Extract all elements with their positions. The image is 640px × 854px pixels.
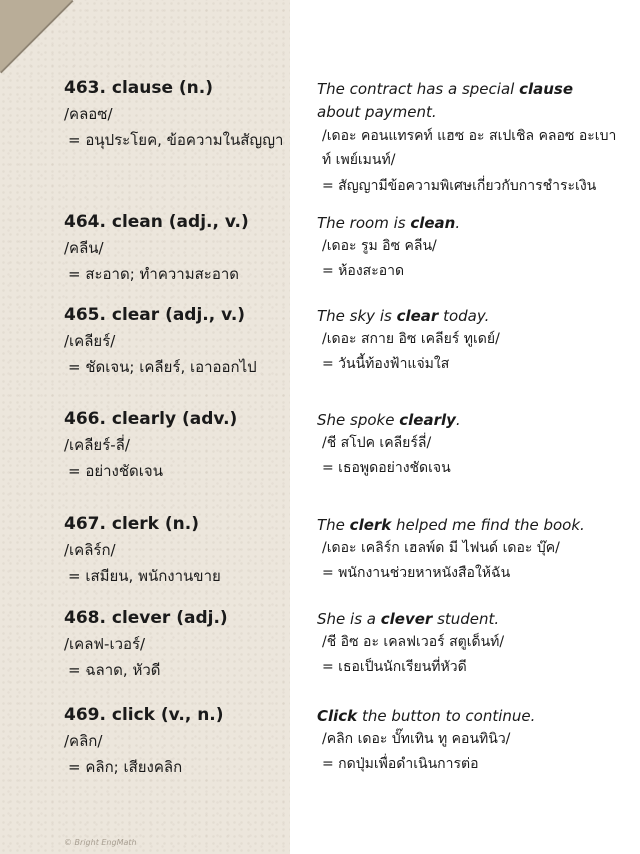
vocab-meaning: = เสมียน, พนักงานขาย xyxy=(68,567,221,585)
example-sentence xyxy=(317,305,617,328)
vocab-pronunciation: /เคลียร์-ลี่/ xyxy=(64,436,130,454)
example-pronunciation: /คลิก เดอะ บั๊ทเทิน ทู คอนทินิว/ xyxy=(322,731,511,747)
example-pronunciation: /ชี อิซ อะ เคลฟเวอร์ สตูเด็นท์/ xyxy=(322,634,505,650)
vocab-pronunciation: /คลิก/ xyxy=(64,732,103,750)
vocab-word: 463. clause (n.) xyxy=(64,78,214,98)
vocab-meaning: = อนุประโยค, ข้อความในสัญญา xyxy=(68,131,284,149)
vocab-pronunciation: /เคลียร์/ xyxy=(64,332,116,350)
example-text-after: . xyxy=(455,214,461,232)
vocab-word: 466. clearly (adv.) xyxy=(64,409,238,429)
example-text-before: The sky is xyxy=(317,307,397,325)
example-keyword: clause xyxy=(519,80,574,98)
example-translation: = เธอพูดอย่างชัดเจน xyxy=(322,460,451,476)
example-sentence xyxy=(317,409,617,432)
example-translation: = พนักงานช่วยหาหนังสือให้ฉัน xyxy=(322,565,511,581)
vocab-word: 467. clerk (n.) xyxy=(64,514,200,534)
example-text-before: She spoke xyxy=(317,411,400,429)
example-pronunciation: /เดอะ คอนแทรคท์ แฮซ อะ สเปเชิล คลอซ อะเบาท์ เพย์เมนท์/ xyxy=(322,128,617,168)
example-text-after: helped me find the book. xyxy=(391,516,585,534)
example-pronunciation: /เดอะ สกาย อิซ เคลียร์ ทูเดย์/ xyxy=(322,331,500,347)
example-pronunciation: /เดอะ เคลิร์ก เฮลพ์ด มี ไฟนด์ เดอะ บุ๊ค/ xyxy=(322,540,560,556)
example-text-after: the button to continue. xyxy=(357,707,536,725)
example-sentence xyxy=(317,514,617,537)
vocab-pronunciation: /เคลฟ-เวอร์/ xyxy=(64,635,146,653)
example-keyword: clearly xyxy=(399,411,456,429)
example-text-after: today. xyxy=(438,307,490,325)
example-sentence xyxy=(317,705,617,728)
vocab-pronunciation: /คลอซ/ xyxy=(64,105,113,123)
vocab-meaning: = สะอาด; ทำความสะอาด xyxy=(68,265,240,283)
example-text-after: student. xyxy=(432,610,500,628)
example-translation: = วันนี้ท้องฟ้าแจ่มใส xyxy=(322,356,450,372)
example-text-after: about payment. xyxy=(317,103,437,121)
vocab-meaning: = ชัดเจน; เคลียร์, เอาออกไป xyxy=(68,358,257,376)
example-pronunciation: /เดอะ รูม อิซ คลีน/ xyxy=(322,238,437,254)
example-translation: = เธอเป็นนักเรียนที่หัวดี xyxy=(322,659,467,675)
example-translation: = กดปุ่มเพื่อดำเนินการต่อ xyxy=(322,756,479,772)
example-translation: = ห้องสะอาด xyxy=(322,263,405,279)
example-pronunciation: /ชี สโปค เคลียร์ลี่/ xyxy=(322,435,432,451)
example-translation: = สัญญามีข้อความพิเศษเกี่ยวกับการชำระเงิน xyxy=(322,178,597,194)
footer-credit: © Bright EngMath xyxy=(64,838,137,847)
vocab-meaning: = คลิก; เสียงคลิก xyxy=(68,758,183,776)
example-keyword: Click xyxy=(317,707,358,725)
vocab-meaning: = อย่างชัดเจน xyxy=(68,462,163,480)
example-sentence xyxy=(317,78,617,124)
vocab-meaning: = ฉลาด, หัวดี xyxy=(68,661,161,679)
example-keyword: clever xyxy=(380,610,433,628)
example-text-after: . xyxy=(455,411,461,429)
vocab-word: 469. click (v., n.) xyxy=(64,705,224,725)
example-sentence xyxy=(317,212,617,235)
vocab-word: 464. clean (adj., v.) xyxy=(64,212,249,232)
example-text-before: The contract has a special xyxy=(317,80,520,98)
example-text-before: The room is xyxy=(317,214,411,232)
example-text-before: She is a xyxy=(317,610,381,628)
example-sentence xyxy=(317,608,617,631)
vocab-pronunciation: /คลีน/ xyxy=(64,239,104,257)
example-keyword: clerk xyxy=(349,516,392,534)
example-keyword: clear xyxy=(396,307,439,325)
vocab-word: 468. clever (adj.) xyxy=(64,608,228,628)
example-keyword: clean xyxy=(410,214,456,232)
vocab-word: 465. clear (adj., v.) xyxy=(64,305,246,325)
example-text-before: The xyxy=(317,516,350,534)
vocab-pronunciation: /เคลิร์ก/ xyxy=(64,541,116,559)
